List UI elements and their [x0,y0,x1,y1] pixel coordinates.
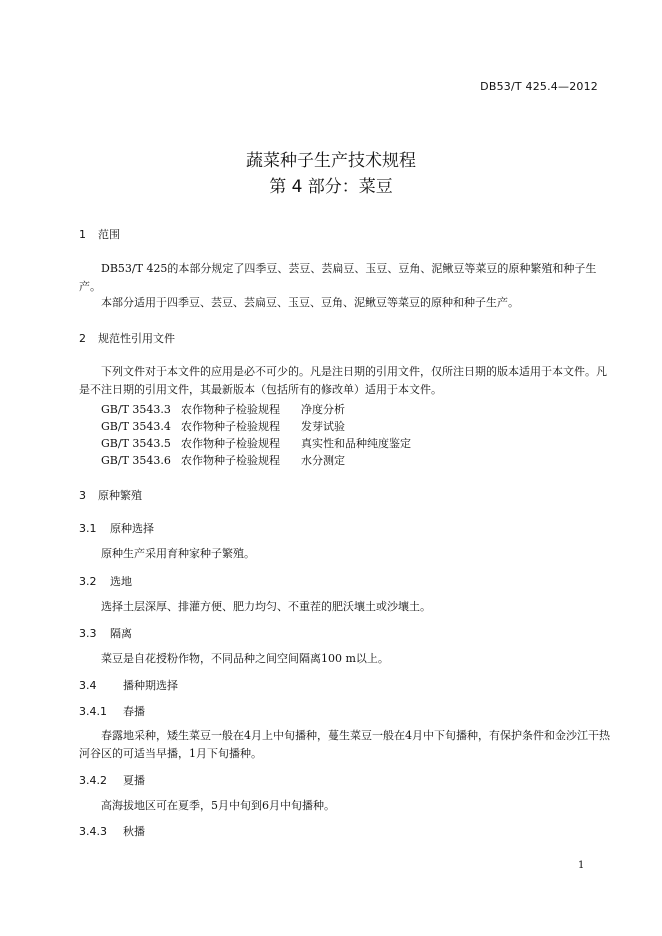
section-title: 秋播 [123,825,145,838]
section-number: 3.2 [79,575,97,588]
reference-code: GB/T 3543.5 [101,437,171,450]
reference-item [101,401,345,417]
reference-item [101,452,345,468]
section-1-paragraph-2: 本部分适用于四季豆、芸豆、芸扁豆、玉豆、豆角、泥鳅豆等菜豆的原种和种子生产。 [101,296,519,309]
section-3-4-heading [79,677,178,693]
section-title: 范围 [98,228,120,241]
section-3-3-heading [79,625,132,641]
section-number: 3.4.2 [79,774,107,787]
section-number: 3.4.3 [79,825,107,838]
reference-topic: 发芽试验 [301,420,345,433]
section-title: 选地 [110,575,132,588]
section-title: 隔离 [110,627,132,640]
section-title: 原种选择 [110,522,154,535]
section-3-heading [79,487,142,503]
reference-code: GB/T 3543.6 [101,454,171,467]
section-number: 1 [79,228,86,241]
section-number: 2 [79,332,86,345]
section-3-4-3-heading [79,823,145,839]
section-3-2-heading [79,573,132,589]
document-subtitle: 第 4 部分：菜豆 [269,177,393,197]
section-1-heading [79,226,120,242]
section-title: 春播 [123,705,145,718]
section-3-4-1-text: 春露地采种，矮生菜豆一般在4月上中旬播种，蔓生菜豆一般在4月中下旬播种，有保护条件和金沙江干热河谷区的可适当早播，1月下旬播种。 [79,729,610,760]
section-number: 3.4.1 [79,705,107,718]
section-3-1-text: 原种生产采用育种家种子繁殖。 [101,547,255,560]
reference-topic: 水分测定 [301,454,345,467]
page-number: 1 [578,860,585,871]
reference-item [101,418,345,434]
section-number: 3.1 [79,522,97,535]
reference-name: 农作物种子检验规程 [181,454,280,467]
section-1-paragraph-1: DB53/T 425的本部分规定了四季豆、芸豆、芸扁豆、玉豆、豆角、泥鳅豆等菜豆的原种繁殖和种子生产。 [79,262,597,293]
section-number: 3.3 [79,627,97,640]
document-title: 蔬菜种子生产技术规程 [246,151,416,171]
reference-topic: 净度分析 [301,403,345,416]
reference-name: 农作物种子检验规程 [181,420,280,433]
reference-code: GB/T 3543.4 [101,420,171,433]
section-title: 规范性引用文件 [98,332,175,345]
section-3-4-1-heading [79,703,145,719]
section-2-heading [79,330,175,346]
section-title: 原种繁殖 [98,489,142,502]
document-code: DB53/T 425.4—2012 [480,80,598,93]
section-title: 播种期选择 [123,679,178,692]
reference-code: GB/T 3543.3 [101,403,171,416]
section-3-2-text: 选择土层深厚、排灌方便、肥力均匀、不重茬的肥沃壤土或沙壤土。 [101,600,431,613]
section-title: 夏播 [123,774,145,787]
section-number: 3.4 [79,679,97,692]
section-2-paragraph: 下列文件对于本文件的应用是必不可少的。凡是注日期的引用文件，仅所注日期的版本适用于本文件。凡是不注日期的引用文件，其最新版本（包括所有的修改单）适用于本文件。 [79,365,607,396]
reference-name: 农作物种子检验规程 [181,403,280,416]
section-3-3-text: 菜豆是自花授粉作物，不同品种之间空间隔离100 m以上。 [101,652,389,665]
reference-item [101,435,411,451]
reference-topic: 真实性和品种纯度鉴定 [301,437,411,450]
section-3-4-2-heading [79,772,145,788]
section-3-4-2-text: 高海拔地区可在夏季，5月中旬到6月中旬播种。 [101,799,335,812]
section-3-1-heading [79,520,154,536]
section-number: 3 [79,489,86,502]
reference-name: 农作物种子检验规程 [181,437,280,450]
